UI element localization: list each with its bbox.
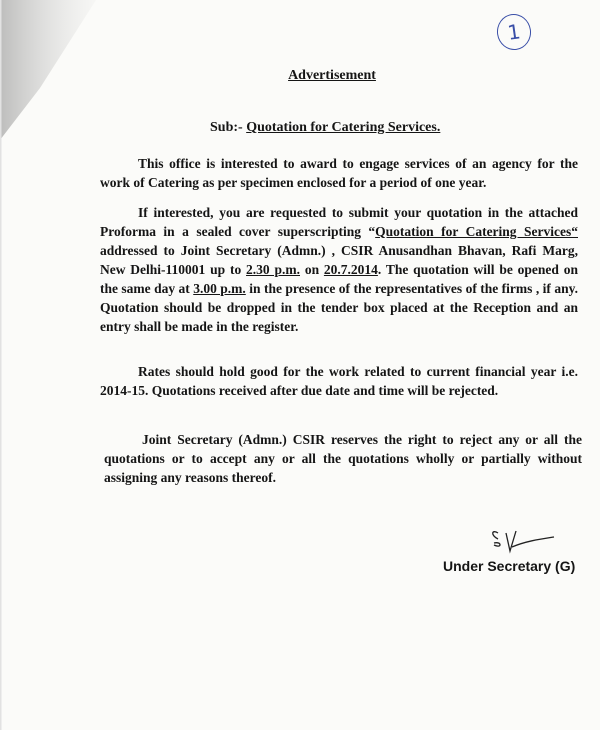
signature-mark — [486, 527, 556, 559]
subject-text: Quotation for Catering Services. — [246, 120, 441, 135]
submission-text-i: in the presence of the representatives of the firms , if any. Quotation should be dropped in the tender box placed at the Reception and an entry shall be made in the register. — [100, 281, 578, 334]
superscription-text: Quotation for Catering Services“ — [375, 224, 578, 239]
opening-time: 3.00 p.m. — [193, 281, 246, 296]
subject-prefix: Sub:- — [210, 120, 243, 135]
submission-text-a: If interested, you are requested to submit your quotation in the attached Proforma in a sealed cover superscripting “ — [100, 205, 578, 239]
deadline-time: 2.30 p.m. — [246, 262, 300, 277]
submission-text-e: on — [300, 262, 324, 277]
paragraph-submission — [100, 203, 578, 336]
deadline-date: 20.7.2014 — [323, 262, 378, 277]
paragraph-rights — [104, 430, 582, 487]
paragraph-intro — [100, 154, 578, 192]
submission-text-g: . The quotation will be opened on the same day at — [100, 262, 578, 296]
page-number-mark: 1 — [495, 12, 534, 52]
submission-text-c: addressed to Joint Secretary (Admn.) , CSIR Anusandhan Bhavan, Rafi Marg, New Delhi-110001 up to — [100, 243, 578, 277]
document-title: Advertisement — [288, 68, 376, 83]
paragraph-rates-text: Rates should hold good for the work related to current financial year i.e. 2014-15. Quotations received after due date and time will be rejected. — [100, 364, 578, 398]
paragraph-rights-text: Joint Secretary (Admn.) CSIR reserves the right to reject any or all the quotations or to accept any or all the quotations wholly or partially without assigning any reasons thereof. — [104, 432, 582, 485]
subject-line — [210, 120, 440, 136]
paragraph-rates — [100, 362, 578, 400]
paragraph-intro-text: This office is interested to award to engage services of an agency for the work of Catering as per specimen enclosed for a period of one year. — [100, 156, 578, 190]
signatory-designation: Under Secretary (G) — [443, 558, 576, 574]
